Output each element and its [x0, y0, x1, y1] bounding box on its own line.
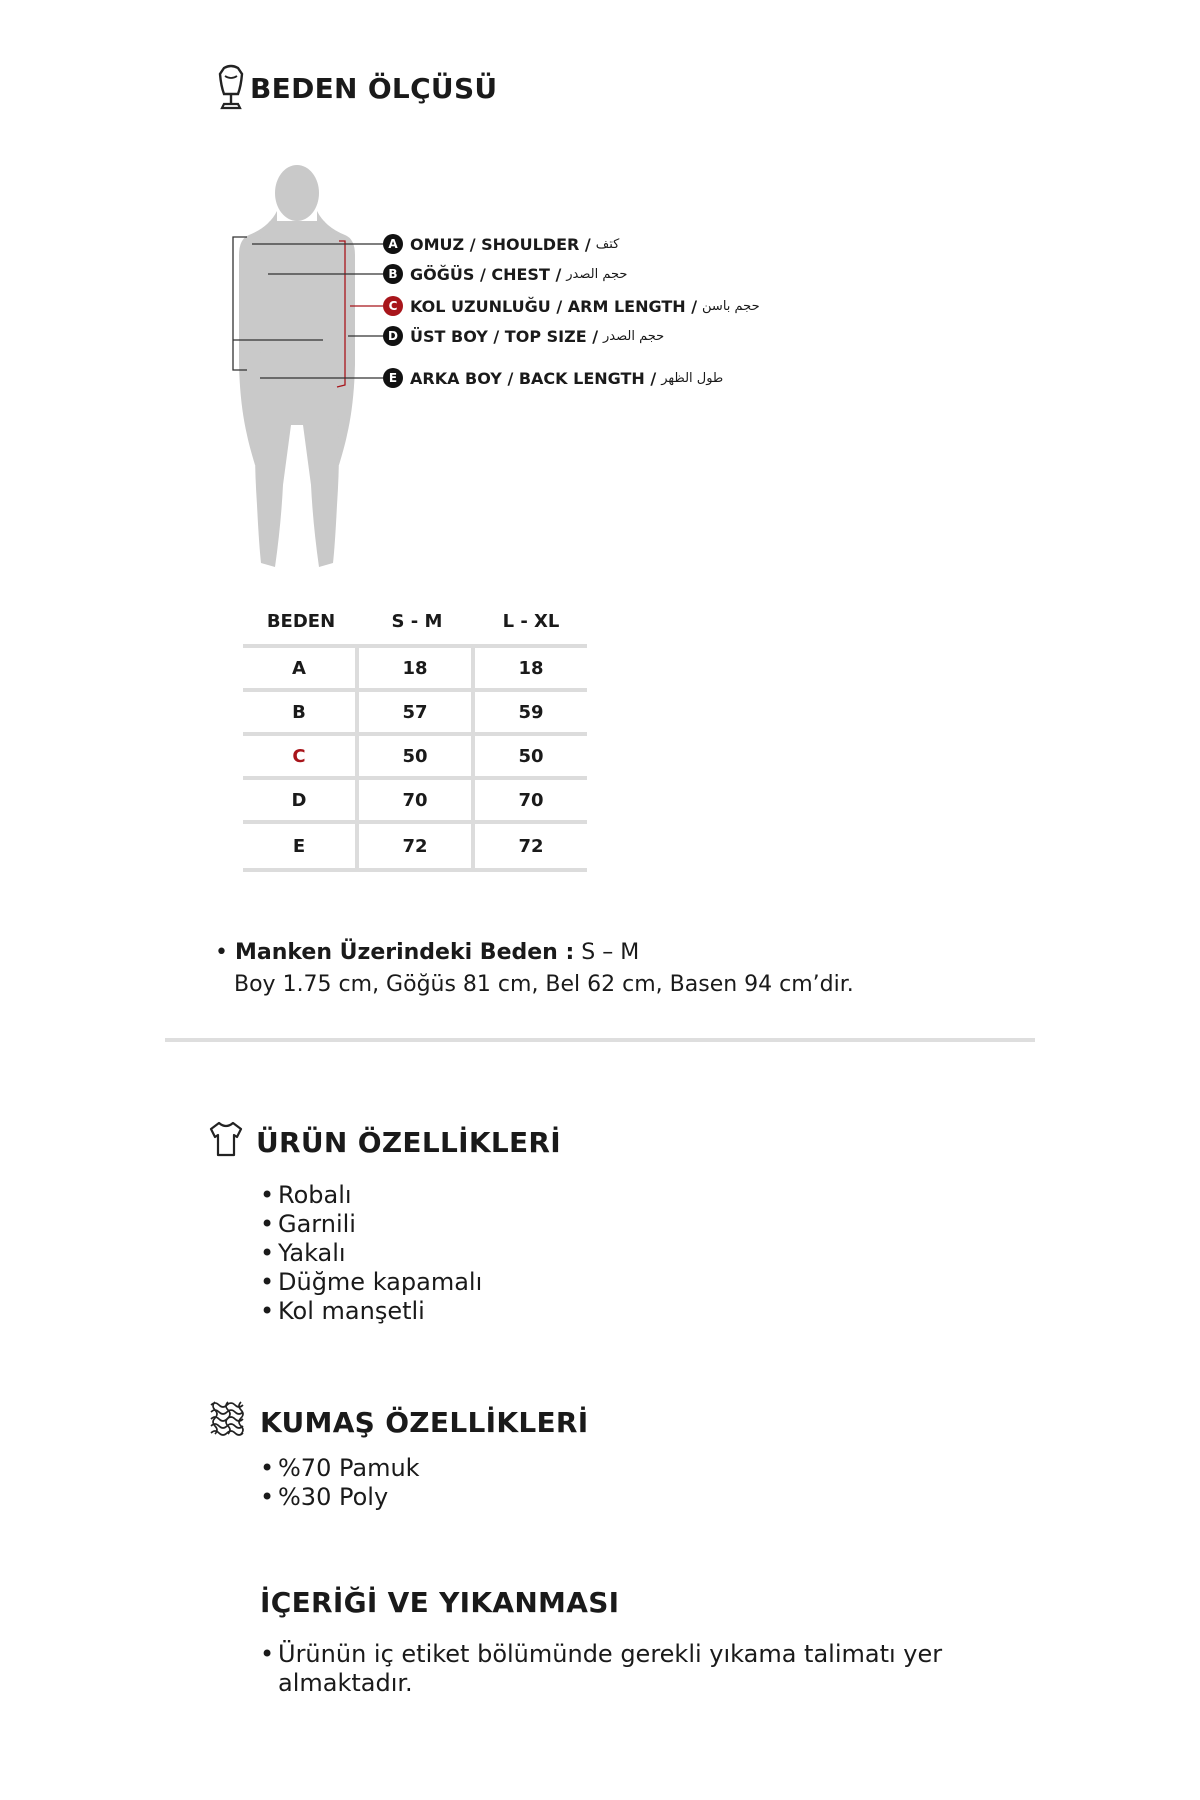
care-line-1: Ürünün iç etiket bölümünde gerekli yıkama talimatı yer [278, 1640, 943, 1668]
measurement-b-arabic: حجم الصدر [566, 266, 628, 282]
list-item: • Robalı [260, 1181, 352, 1209]
measurement-a [383, 232, 619, 256]
measurement-e [383, 366, 723, 390]
table-row [243, 644, 587, 692]
list-item-text: Yakalı [278, 1239, 346, 1267]
table-row [243, 736, 587, 780]
row-label: B [243, 692, 359, 736]
badge-e: E [383, 368, 403, 388]
table-header-row [243, 598, 587, 644]
bullet: • [215, 940, 235, 965]
row-label: A [243, 644, 359, 692]
model-details: Boy 1.75 cm, Göğüs 81 cm, Bel 62 cm, Basen 94 cm’dir. [234, 972, 854, 997]
mannequin-icon [214, 64, 248, 112]
list-item-text: %30 Poly [278, 1483, 389, 1511]
product-features-title: ÜRÜN ÖZELLİKLERİ [256, 1126, 561, 1159]
measurement-a-label: OMUZ / SHOULDER / [410, 234, 591, 254]
measurement-d-label: ÜST BOY / TOP SIZE / [410, 326, 599, 346]
row-label: D [243, 780, 359, 824]
header-s-m: S - M [391, 610, 443, 632]
fabric-icon [209, 1400, 247, 1438]
table-cell: 57 [359, 692, 475, 736]
model-size-line [215, 940, 639, 965]
measurement-a-arabic: كتف [595, 236, 620, 252]
model-label: Manken Üzerindeki Beden : [234, 940, 575, 965]
list-item-text: Düğme kapamalı [278, 1268, 483, 1296]
model-size: S – M [581, 940, 640, 965]
table-row [243, 824, 587, 872]
list-item: • Yakalı [260, 1239, 346, 1267]
care-line-2: almaktadır. [278, 1669, 413, 1697]
list-item: • Düğme kapamalı [260, 1268, 483, 1296]
table-cell: 18 [475, 644, 587, 692]
measurement-b [383, 262, 627, 286]
list-item: • Garnili [260, 1210, 356, 1238]
care-title: İÇERİĞİ VE YIKANMASI [260, 1586, 620, 1619]
badge-c: C [383, 296, 403, 316]
measurement-c-arabic: حجم باسن [702, 298, 760, 314]
list-item [260, 1669, 942, 1698]
badge-a: A [383, 234, 403, 254]
list-item: • Ürünün iç etiket bölümünde gerekli yıkama talimatı yer [260, 1640, 943, 1668]
row-label: C [243, 736, 359, 780]
fabric-features-list [260, 1454, 420, 1512]
list-item-text: Kol manşetli [278, 1297, 425, 1325]
size-section-title: BEDEN ÖLÇÜSÜ [250, 72, 498, 105]
divider [165, 1038, 1035, 1042]
product-features-list [260, 1181, 482, 1326]
table-row [243, 692, 587, 736]
table-cell: 59 [475, 692, 587, 736]
list-item-text: Robalı [278, 1181, 352, 1209]
measurement-b-label: GÖĞÜS / CHEST / [410, 264, 562, 284]
table-cell: 72 [359, 824, 475, 872]
list-item: • %70 Pamuk [260, 1454, 420, 1482]
table-cell: 18 [359, 644, 475, 692]
table-cell: 72 [475, 824, 587, 872]
table-cell: 70 [475, 780, 587, 824]
table-cell: 50 [475, 736, 587, 780]
measurement-e-label: ARKA BOY / BACK LENGTH / [410, 368, 657, 388]
header-l-xl: L - XL [502, 610, 560, 632]
measurement-d [383, 324, 664, 348]
list-item-text: %70 Pamuk [278, 1454, 420, 1482]
measurement-c [383, 294, 760, 318]
table-row [243, 780, 587, 824]
care-text [260, 1640, 942, 1698]
leader-lines [240, 230, 390, 394]
fabric-features-title: KUMAŞ ÖZELLİKLERİ [260, 1406, 589, 1439]
list-item-text: Garnili [278, 1210, 356, 1238]
measurement-d-arabic: حجم الصدر [603, 328, 665, 344]
header-beden: BEDEN [266, 610, 336, 632]
badge-b: B [383, 264, 403, 284]
measurement-c-label: KOL UZUNLUĞU / ARM LENGTH / [410, 296, 698, 316]
measurement-e-arabic: طول الظهر [661, 370, 724, 386]
list-item: • %30 Poly [260, 1483, 389, 1511]
table-cell: 70 [359, 780, 475, 824]
list-item: • Kol manşetli [260, 1297, 425, 1325]
table-cell: 50 [359, 736, 475, 780]
tshirt-icon [207, 1120, 245, 1158]
row-label: E [243, 824, 359, 872]
badge-d: D [383, 326, 403, 346]
size-table [243, 598, 587, 872]
